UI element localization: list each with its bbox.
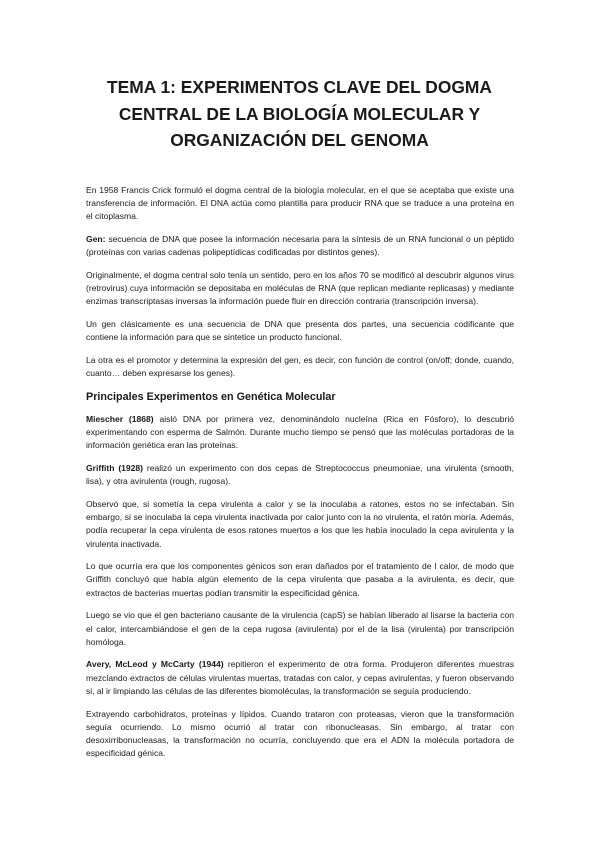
paragraph-dogma-intro bbox=[86, 184, 514, 224]
paragraph-lead: Gen: bbox=[86, 234, 106, 245]
paragraph-griffith-observation bbox=[86, 498, 514, 551]
section-heading: Principales Experimentos en Genética Molecular bbox=[86, 390, 336, 403]
paragraph-text: Luego se vio que el gen bacteriano causante de la virulencia (capS) se habían liberado al lisarse la bacteria con el calor, intercambiándose el gen de la cepa rugosa (avirulenta) por el de la lisa (virulenta) por transcripción homóloga. bbox=[86, 610, 514, 647]
paragraph-text: Originalmente, el dogma central solo tenía un sentido, pero en los años 70 se modificó al descubrir algunos virus (retrovirus) cuya información se depositaba en moléculas de RNA (que replican mediante replicasas) y mediante enzimas transcriptasas inversas la información puede fluir en dirección contraria (transcripción inversa). bbox=[86, 270, 514, 307]
paragraph-text: repitieron el experimento de otra forma. Produjeron diferentes muestras mezclando extractos de células virulentas muertas, tratadas con calor, y cepas avirulentas, y fueron observando si, al ir limpiando las células de las diferentes biomoléculas, la transformación se seguía produciendo. bbox=[86, 659, 515, 696]
paragraph-griffith bbox=[86, 462, 514, 488]
paragraph-retrovirus bbox=[86, 269, 514, 309]
paragraph-text: realizó un experimento con dos cepas de Streptococcus pneumoniae, una virulenta (smooth, lisa), y otra avirulenta (rough, rugosa). bbox=[86, 463, 514, 487]
paragraph-lead: Miescher (1868) bbox=[86, 413, 154, 424]
paragraph-promoter bbox=[86, 354, 514, 380]
paragraph-avery bbox=[86, 658, 514, 698]
paragraph-text: Un gen clásicamente es una secuencia de DNA que presenta dos partes, una secuencia codificante que contiene la información para que se sintetice un producto funcional. bbox=[86, 319, 514, 343]
paragraph-gen-definition bbox=[86, 233, 514, 259]
paragraph-text: Observó que, si sometía la cepa virulenta a calor y se la inoculaba a ratones, estos no se infectaban. Sin embargo, si se inoculaba la cepa virulenta inactivada por calor junto con la no virulenta, el ratón moría. Además, podía recuperar la cepa virulenta de esos ratones muertos a los que les había inoculado la cepa avirulenta y la virulenta inactivada. bbox=[86, 498, 514, 549]
paragraph-gen-parts bbox=[86, 318, 514, 344]
paragraph-text: secuencia de DNA que posee la información necesaria para la síntesis de un RNA funcional o un péptido (proteínas con varias cadenas polipeptídicas codificadas por distintos genes). bbox=[86, 234, 514, 258]
paragraph-miescher bbox=[86, 413, 514, 453]
paragraph-avery-conclusion bbox=[86, 708, 514, 761]
paragraph-text: Lo que ocurría era que los componentes génicos son eran dañados por el tratamiento de l calor, de modo que Griffith concluyó que había algún elemento de la cepa virulenta que pasaba a la avirulenta, es decir, que extractos de bacterias muertas podían transmitir la especificidad génica. bbox=[86, 561, 514, 598]
paragraph-lead: Griffith (1928) bbox=[86, 463, 144, 474]
paragraph-griffith-conclusion bbox=[86, 560, 514, 600]
document-body bbox=[86, 184, 514, 770]
paragraph-text: aisló DNA por primera vez, denominándolo nucleína (Rica en Fósforo), lo descubrió experimentando con esperma de Salmón. Durante mucho tiempo se pensó que las moléculas portadoras de la información genética eran las proteínas. bbox=[86, 413, 514, 451]
paragraph-lead: Avery, McLeod y McCarty (1944) bbox=[86, 659, 224, 670]
document-title: TEMA 1: EXPERIMENTOS CLAVE DEL DOGMA CENTRAL DE LA BIOLOGÍA MOLECULAR Y ORGANIZACIÓN DEL GENOMA bbox=[107, 77, 492, 150]
paragraph-text: La otra es el promotor y determina la expresión del gen, es decir, con función de control (on/off; donde, cuando, cuanto… deben expresarse los genes). bbox=[86, 355, 514, 379]
paragraph-caps-gene bbox=[86, 609, 514, 649]
paragraph-text: En 1958 Francis Crick formuló el dogma central de la biología molecular, en el que se aceptaba que existe una transferencia de información. El DNA actúa como plantilla para producir RNA que se traduce a una proteína en el citoplasma. bbox=[86, 185, 514, 222]
paragraph-text: Extrayendo carbohidratos, proteínas y lípidos. Cuando trataron con proteasas, vieron que la transformación seguía ocurriendo. Lo mismo ocurrió al tratar con ribonucleasas. Sin embargo, al tratar con desoxirribonucleasas, la transformación no ocurría, concluyendo que era el ADN la molécula portadora de especificidad génica. bbox=[86, 708, 514, 759]
